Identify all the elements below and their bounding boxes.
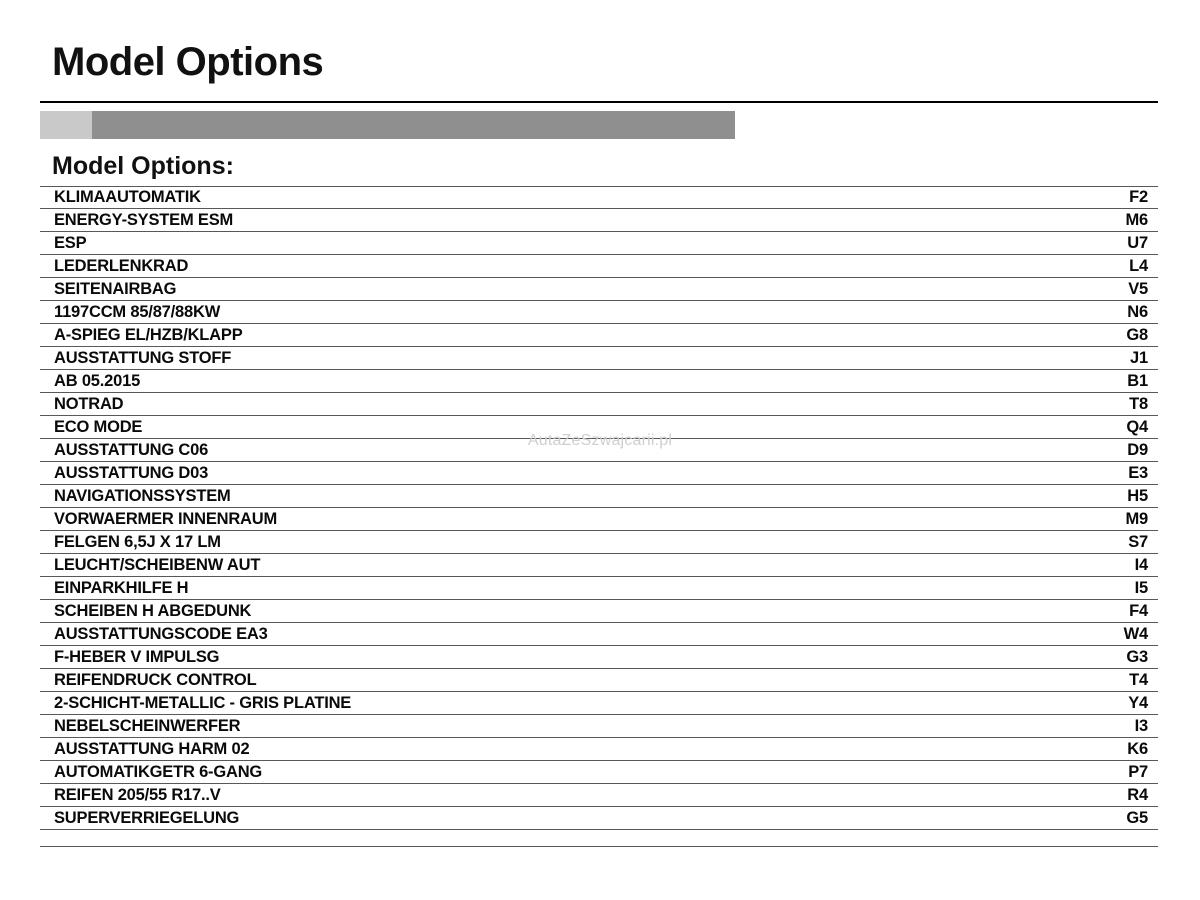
table-row xyxy=(40,577,1158,600)
table-row xyxy=(40,301,1158,324)
page-title: Model Options xyxy=(52,40,324,84)
table-row xyxy=(40,554,1158,577)
option-label: 1197CCM 85/87/88KW xyxy=(54,302,221,321)
watermark: AutaZeSzwajcarii.pl xyxy=(527,432,673,449)
table-row xyxy=(40,669,1158,692)
option-code: D9 xyxy=(1127,440,1148,459)
option-code: K6 xyxy=(1127,739,1148,758)
header-band xyxy=(40,111,735,139)
option-label: EINPARKHILFE H xyxy=(54,578,189,597)
option-label: KLIMAAUTOMATIK xyxy=(54,188,201,206)
option-label: SEITENAIRBAG xyxy=(54,279,177,298)
option-label: AUSSTATTUNG D03 xyxy=(54,463,209,482)
option-label: REIFEN 205/55 R17..V xyxy=(54,785,221,804)
option-code: R4 xyxy=(1127,785,1148,804)
option-label: AB 05.2015 xyxy=(54,371,141,390)
header-band-dark xyxy=(92,111,735,139)
model-options-table xyxy=(40,186,1158,830)
table-row xyxy=(40,209,1158,232)
option-code: G3 xyxy=(1126,647,1148,666)
option-label: A-SPIEG EL/HZB/KLAPP xyxy=(54,325,243,344)
option-label: ECO MODE xyxy=(54,417,143,436)
option-code: I4 xyxy=(1134,555,1148,574)
option-label: FELGEN 6,5J X 17 LM xyxy=(54,532,221,551)
option-code: Q4 xyxy=(1126,417,1148,436)
table-row xyxy=(40,186,1158,209)
option-code: M9 xyxy=(1125,509,1148,528)
option-label: SCHEIBEN H ABGEDUNK xyxy=(54,601,252,620)
table-row xyxy=(40,255,1158,278)
option-label: AUSSTATTUNG HARM 02 xyxy=(54,739,250,758)
option-code: N6 xyxy=(1127,302,1148,321)
option-code: J1 xyxy=(1130,348,1148,367)
table-row xyxy=(40,807,1158,830)
option-label: AUSSTATTUNG C06 xyxy=(54,440,209,459)
table-row xyxy=(40,784,1158,807)
option-code: T4 xyxy=(1129,670,1148,689)
option-code: P7 xyxy=(1128,762,1148,781)
table-row xyxy=(40,531,1158,554)
table-row xyxy=(40,393,1158,416)
table-row xyxy=(40,485,1158,508)
option-label: ENERGY-SYSTEM ESM xyxy=(54,210,234,229)
section-heading: Model Options: xyxy=(52,152,234,180)
option-label: F-HEBER V IMPULSG xyxy=(54,647,220,666)
table-row xyxy=(40,416,1158,439)
table-row xyxy=(40,738,1158,761)
header-band-light xyxy=(40,111,92,139)
option-code: I3 xyxy=(1134,716,1148,735)
option-code: B1 xyxy=(1127,371,1148,390)
option-label: NOTRAD xyxy=(54,394,124,413)
option-code: G5 xyxy=(1126,808,1148,827)
option-label: SUPERVERRIEGELUNG xyxy=(54,808,240,827)
option-code: V5 xyxy=(1128,279,1148,298)
table-bottom-divider xyxy=(40,846,1158,847)
option-label: VORWAERMER INNENRAUM xyxy=(54,509,278,528)
option-code: F4 xyxy=(1129,601,1148,620)
title-divider xyxy=(40,101,1158,103)
option-label: REIFENDRUCK CONTROL xyxy=(54,670,257,689)
table-row xyxy=(40,324,1158,347)
option-label: NEBELSCHEINWERFER xyxy=(54,716,241,735)
option-code: T8 xyxy=(1129,394,1148,413)
option-code: W4 xyxy=(1123,624,1148,643)
option-label: AUSSTATTUNGSCODE EA3 xyxy=(54,624,268,643)
table-row xyxy=(40,761,1158,784)
table-row xyxy=(40,646,1158,669)
option-code: L4 xyxy=(1129,256,1148,275)
table-row xyxy=(40,508,1158,531)
table-row xyxy=(40,232,1158,255)
option-label: LEDERLENKRAD xyxy=(54,256,189,275)
table-row xyxy=(40,600,1158,623)
option-label: NAVIGATIONSSYSTEM xyxy=(54,486,231,505)
option-label: LEUCHT/SCHEIBENW AUT xyxy=(54,555,261,574)
option-label: ESP xyxy=(54,233,87,252)
table-row xyxy=(40,692,1158,715)
option-code: H5 xyxy=(1127,486,1148,505)
option-code: S7 xyxy=(1128,532,1148,551)
option-label: 2-SCHICHT-METALLIC - GRIS PLATINE xyxy=(54,693,352,712)
option-label: AUTOMATIKGETR 6-GANG xyxy=(54,762,263,781)
option-code: E3 xyxy=(1128,463,1148,482)
option-code: I5 xyxy=(1134,578,1148,597)
table-row xyxy=(40,462,1158,485)
option-code: G8 xyxy=(1126,325,1148,344)
option-code: U7 xyxy=(1127,233,1148,252)
table-row xyxy=(40,370,1158,393)
option-code: M6 xyxy=(1125,210,1148,229)
option-label: AUSSTATTUNG STOFF xyxy=(54,348,232,367)
table-row xyxy=(40,623,1158,646)
option-code: F2 xyxy=(1129,188,1148,206)
table-row xyxy=(40,347,1158,370)
option-code: Y4 xyxy=(1128,693,1148,712)
table-row xyxy=(40,715,1158,738)
table-row xyxy=(40,278,1158,301)
table-row xyxy=(40,439,1158,462)
